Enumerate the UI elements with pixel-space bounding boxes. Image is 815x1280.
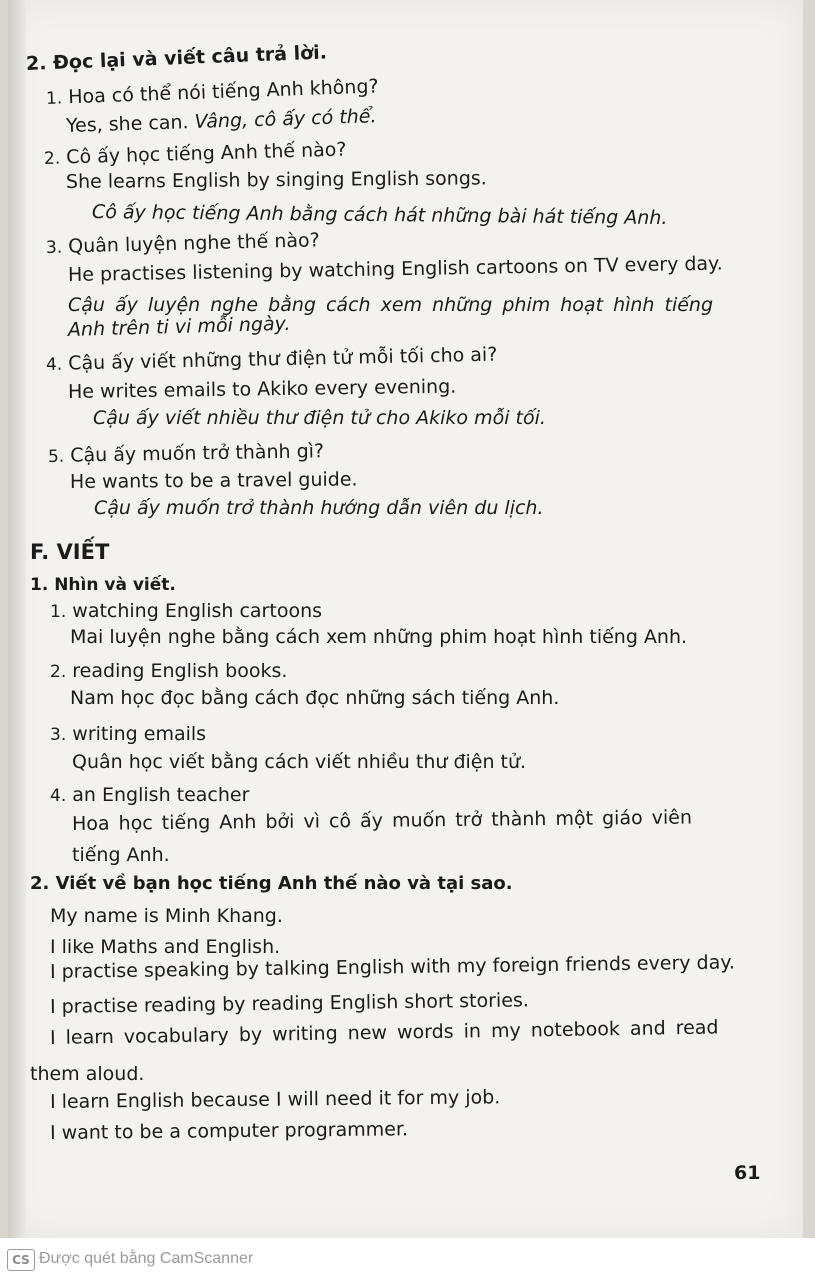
- answer-3: He practises listening by watching English cartoons on TV every day.: [67, 252, 723, 286]
- question-number: 5.: [47, 446, 65, 467]
- question-text: Cậu ấy muốn trở thành gì?: [70, 440, 325, 467]
- question-text: Cô ấy học tiếng Anh thế nào?: [65, 138, 347, 169]
- item-number: 4.: [50, 786, 67, 806]
- question-number: 1.: [45, 88, 63, 109]
- f1-item-2-sentence: Nam học đọc bằng cách đọc những sách tiếng Anh.: [70, 687, 560, 709]
- f1-item-2: [50, 659, 287, 684]
- f1-item-1-sentence: Mai luyện nghe bằng cách xem những phim hoạt hình tiếng Anh.: [70, 626, 688, 648]
- page-number: 61: [734, 1162, 761, 1184]
- f2-line-7: I learn English because I will need it for my job.: [49, 1086, 501, 1113]
- question-text: Hoa có thể nói tiếng Anh không?: [67, 75, 379, 109]
- answer-3-vietnamese-line-2: Anh trên ti vi mỗi ngày.: [67, 312, 291, 341]
- f1-heading: 1. Nhìn và viết.: [30, 575, 176, 595]
- f1-item-4-sentence-line-1: Hoa học tiếng Anh bởi vì cô ấy muốn trở thành một giáo viên: [71, 806, 693, 835]
- section-2-heading: 2. Đọc lại và viết câu trả lời.: [25, 41, 328, 75]
- f2-line-3: I practise speaking by talking English with my foreign friends every day.: [49, 951, 736, 983]
- f1-item-4: [50, 783, 249, 808]
- question-number: 4.: [45, 354, 63, 375]
- item-number: 1.: [50, 602, 67, 622]
- item-phrase: writing emails: [72, 723, 207, 745]
- answer-english: Yes, she can.: [65, 111, 189, 137]
- answer-3-vietnamese-line-1: Cậu ấy luyện nghe bằng cách xem những phim hoạt hình tiếng: [68, 294, 714, 316]
- f2-line-2: I like Maths and English.: [50, 936, 281, 958]
- question-text: Quân luyện nghe thế nào?: [67, 229, 321, 258]
- f2-line-6: them aloud.: [30, 1063, 145, 1085]
- answer-5-vietnamese: Cậu ấy muốn trở thành hướng dẫn viên du lịch.: [94, 497, 544, 519]
- f2-line-1: My name is Minh Khang.: [50, 905, 283, 927]
- f1-item-4-sentence-line-2: tiếng Anh.: [72, 844, 170, 866]
- question-number: 2.: [43, 148, 61, 169]
- f2-line-4: I practise reading by reading English short stories.: [49, 989, 530, 1018]
- item-phrase: reading English books.: [72, 660, 288, 682]
- answer-vietnamese: Vâng, cô ấy có thể.: [194, 105, 377, 133]
- f2-line-8: I want to be a computer programmer.: [49, 1118, 409, 1144]
- f1-item-3: [50, 722, 206, 747]
- item-number: 2.: [50, 662, 67, 682]
- f2-heading: 2. Viết về bạn học tiếng Anh thế nào và tại sao.: [30, 873, 513, 894]
- f1-item-1: [50, 599, 322, 624]
- item-phrase: watching English cartoons: [72, 600, 323, 622]
- camscanner-logo-icon: CS: [7, 1249, 35, 1271]
- question-5: [48, 439, 324, 469]
- answer-2: She learns English by singing English songs.: [65, 167, 487, 193]
- answer-5: He wants to be a travel guide.: [69, 468, 358, 493]
- answer-2-vietnamese: Cô ấy học tiếng Anh bằng cách hát những bài hát tiếng Anh.: [91, 201, 668, 230]
- item-phrase: an English teacher: [72, 784, 250, 806]
- section-f-heading: F. VIẾT: [30, 540, 110, 564]
- item-number: 3.: [50, 725, 67, 745]
- page-spine-shadow: [8, 0, 26, 1238]
- question-number: 3.: [45, 237, 63, 258]
- answer-4-vietnamese: Cậu ấy viết nhiều thư điện tử cho Akiko mỗi tối.: [93, 407, 546, 429]
- f1-item-3-sentence: Quân học viết bằng cách viết nhiều thư điện tử.: [72, 751, 527, 773]
- question-text: Cậu ấy viết những thư điện tử mỗi tối cho ai?: [68, 343, 498, 375]
- scanner-watermark-text: Được quét bằng CamScanner: [39, 1250, 254, 1267]
- answer-4: He writes emails to Akiko every evening.: [67, 375, 457, 403]
- f2-line-5: I learn vocabulary by writing new words in my notebook and read: [49, 1016, 719, 1049]
